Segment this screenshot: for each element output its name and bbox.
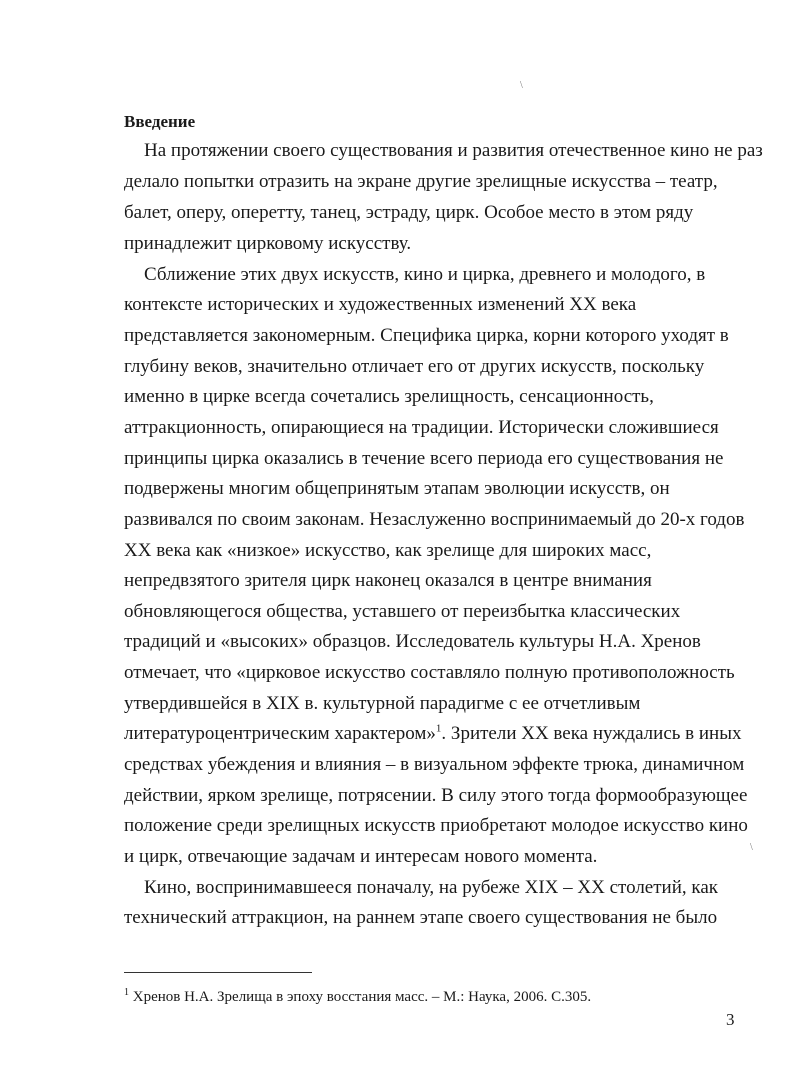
section-heading: Введение	[124, 112, 196, 131]
paragraph-line: обновляющегося общества, уставшего от переизбытка классических	[124, 601, 681, 622]
paragraph-line: действии, ярком зрелище, потрясении. В силу этого тогда формообразующее	[124, 785, 748, 806]
paragraph-line: технический аттракцион, на раннем этапе своего существования не было	[124, 907, 718, 928]
footnote-separator	[124, 972, 312, 973]
paragraph-line: аттракционность, опирающиеся на традиции. Исторически сложившиеся	[124, 417, 719, 438]
paragraph-line	[124, 723, 742, 745]
footnote-reference: 1	[435, 722, 442, 735]
paragraph-line: Сближение этих двух искусств, кино и цирка, древнего и молодого, в	[144, 264, 706, 285]
paragraph-line: балет, оперу, оперетту, танец, эстраду, цирк. Особое место в этом ряду	[124, 202, 694, 223]
paragraph-line-part: литературоцентрическим характером»	[124, 723, 436, 744]
page-number: 3	[726, 1010, 735, 1029]
paragraph-line: контексте исторических и художественных изменений XX века	[124, 294, 637, 315]
paragraph-line: подвержены многим общепринятым этапам эволюции искусств, он	[124, 478, 670, 499]
paragraph-line: принципы цирка оказались в течение всего периода его существования не	[124, 448, 724, 469]
paragraph-line: и цирк, отвечающие задачам и интересам нового момента.	[124, 846, 598, 867]
paragraph-line: традиций и «высоких» образцов. Исследователь культуры Н.А. Хренов	[124, 631, 701, 652]
scan-speck: \	[520, 80, 523, 91]
paragraph-line: положение среди зрелищных искусств приобретают молодое искусство кино	[124, 815, 748, 836]
paragraph-line-part: . Зрители XX века нуждались в иных	[441, 723, 742, 744]
paragraph-line: На протяжении своего существования и развития отечественное кино не раз	[144, 140, 763, 161]
paragraph-line: глубину веков, значительно отличает его от других искусств, поскольку	[124, 356, 705, 377]
paragraph-line: XX века как «низкое» искусство, как зрелище для широких масс,	[124, 540, 652, 561]
footnote-text: Хренов Н.А. Зрелища в эпоху восстания масс. – М.: Наука, 2006. С.305.	[129, 989, 592, 1005]
paragraph-line: именно в цирке всегда сочетались зрелищность, сенсационность,	[124, 386, 654, 407]
paragraph-line: непредвзятого зрителя цирк наконец оказался в центре внимания	[124, 570, 652, 591]
paragraph-line: Кино, воспринимавшееся поначалу, на рубеже XIX – XX столетий, как	[144, 877, 718, 898]
paragraph-line: развивался по своим законам. Незаслуженно воспринимаемый до 20-х годов	[124, 509, 745, 530]
paragraph-line: утвердившейся в XIX в. культурной парадигме с ее отчетливым	[124, 693, 641, 714]
paragraph-line: представляется закономерным. Специфика цирка, корни которого уходят в	[124, 325, 729, 346]
paragraph-line: средствах убеждения и влияния – в визуальном эффекте трюка, динамичном	[124, 754, 745, 775]
footnote	[124, 987, 591, 1006]
paragraph-line: отмечает, что «цирковое искусство составляло полную противоположность	[124, 662, 735, 683]
scan-speck: \	[750, 842, 753, 853]
paragraph-line: принадлежит цирковому искусству.	[124, 233, 412, 254]
paragraph-line: делало попытки отразить на экране другие зрелищные искусства – театр,	[124, 171, 718, 192]
footnote-mark: 1	[124, 987, 129, 998]
